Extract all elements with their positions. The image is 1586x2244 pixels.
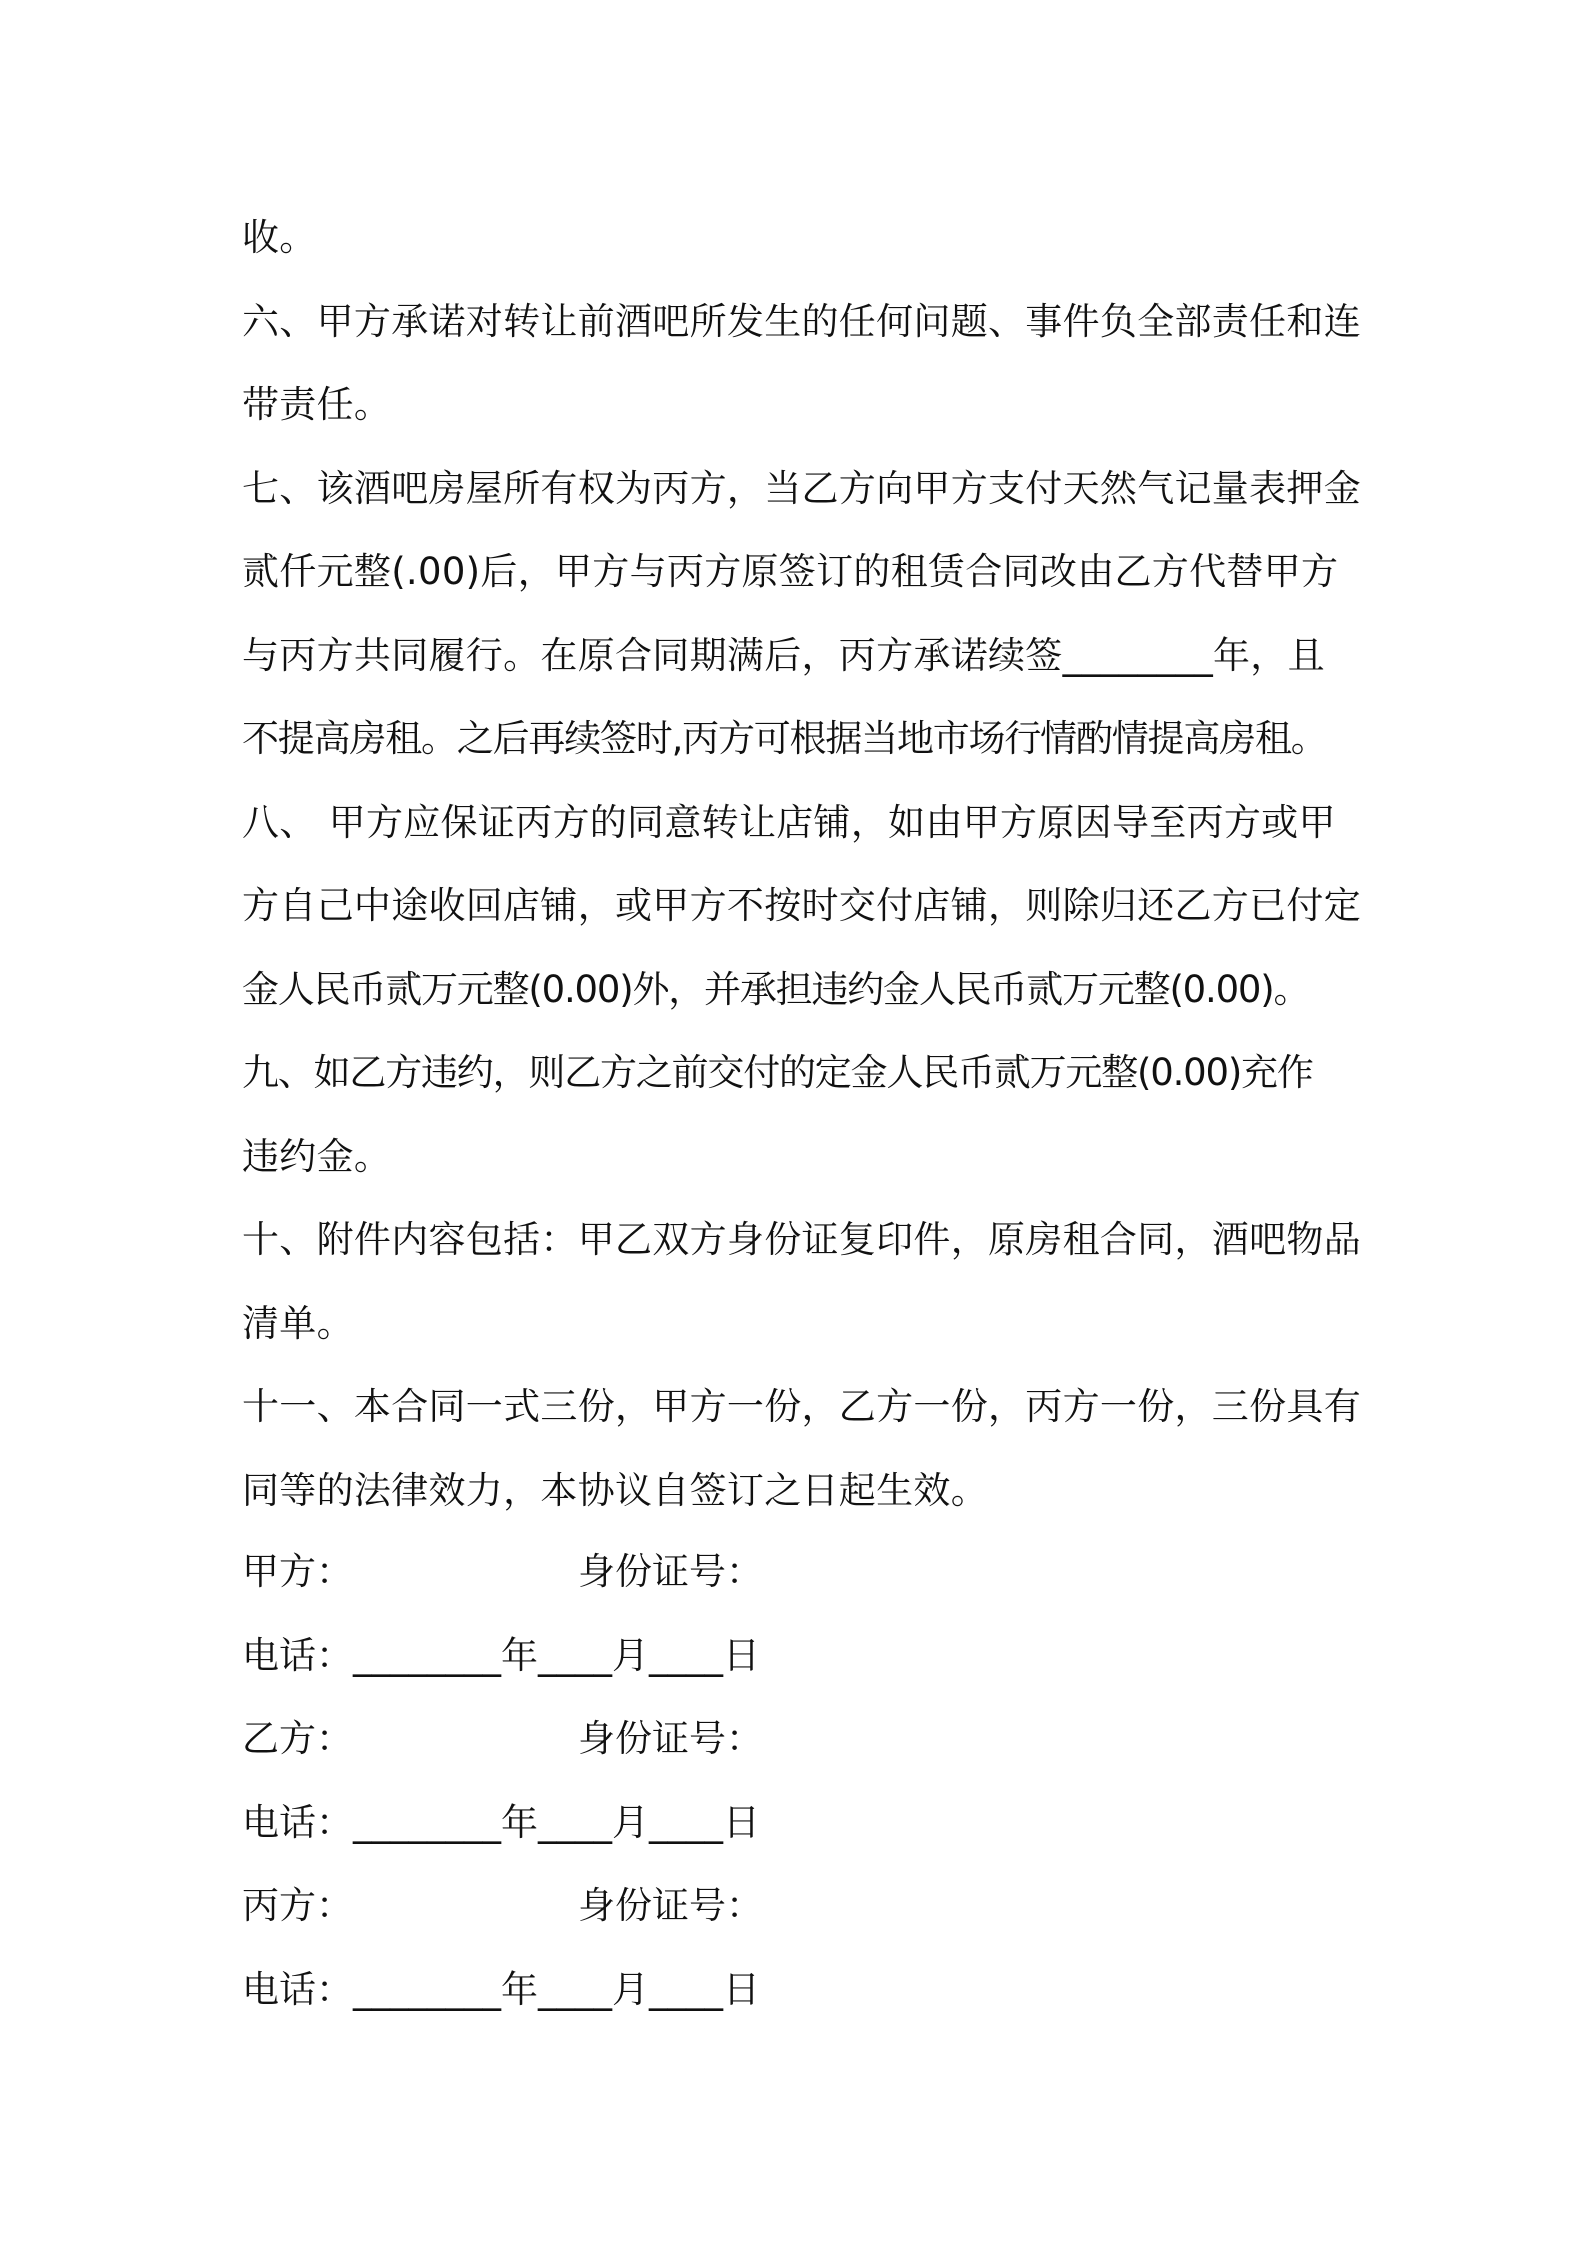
party-c-row [242,1864,1358,1948]
party-c-label: 丙方： [242,1884,353,1927]
party-a-id-label: 身份证号： [578,1550,763,1593]
text-line: 六、甲方承诺对转让前酒吧所发生的任何问题、事件负全部责任和连 [242,299,1361,343]
signature-block [242,1530,1358,2031]
text-line: 十、附件内容包括：甲乙双方身份证复印件，原房租合同，酒吧物品 [242,1218,1361,1261]
party-a-row [242,1530,1358,1614]
text-line: 清单。 [242,1301,354,1345]
party-b-label: 乙方： [242,1717,353,1760]
text-line: 十一、本合同一式三份，甲方一份，乙方一份，丙方一份，三份具有 [242,1385,1361,1428]
party-a-phone-date [242,1614,1358,1698]
text-line: 带责任。 [242,383,392,426]
party-b-row [242,1697,1358,1781]
text-line: 与丙方共同履行。在原合同期满后，丙方承诺续签________年，且 [242,633,1325,677]
text-line: 九、如乙方违约，则乙方之前交付的定金人民币贰万元整(0.00)充作 [242,1051,1313,1094]
party-c-phone-date [242,1948,1358,2032]
text-line: 贰仟元整(.00)后，甲方与丙方原签订的租赁合同改由乙方代替甲方 [242,550,1339,593]
text-line: 金人民币贰万元整(0.00)外，并承担违约金人民币贰万元整(0.00)。 [242,967,1310,1011]
text-line: 收。 [242,216,317,259]
text-line: 方自己中途收回店铺，或甲方不按时交付店铺，则除归还乙方已付定 [242,884,1361,927]
text-line: 违约金。 [242,1134,392,1178]
contract-body [242,196,1361,1532]
text-line: 同等的法律效力，本协议自签订之日起生效。 [242,1468,988,1512]
text-line: 八、 甲方应保证丙方的同意转让店铺，如由甲方原因导至丙方或甲 [242,800,1336,844]
party-a-label: 甲方： [242,1550,353,1593]
party-c-id-label: 身份证号： [578,1884,763,1927]
text-line: 七、该酒吧房屋所有权为丙方，当乙方向甲方支付天然气记量表押金 [242,466,1361,510]
party-c-phone-date-text: 电话：________年____月____日 [242,1967,760,2011]
party-b-phone-date [242,1781,1358,1865]
text-line: 不提高房租。之后再续签时,丙方可根据当地市场行情酌情提高房租。 [242,717,1327,760]
party-b-id-label: 身份证号： [578,1717,763,1760]
party-a-phone-date-text: 电话：________年____月____日 [242,1633,760,1677]
party-b-phone-date-text: 电话：________年____月____日 [242,1800,760,1844]
